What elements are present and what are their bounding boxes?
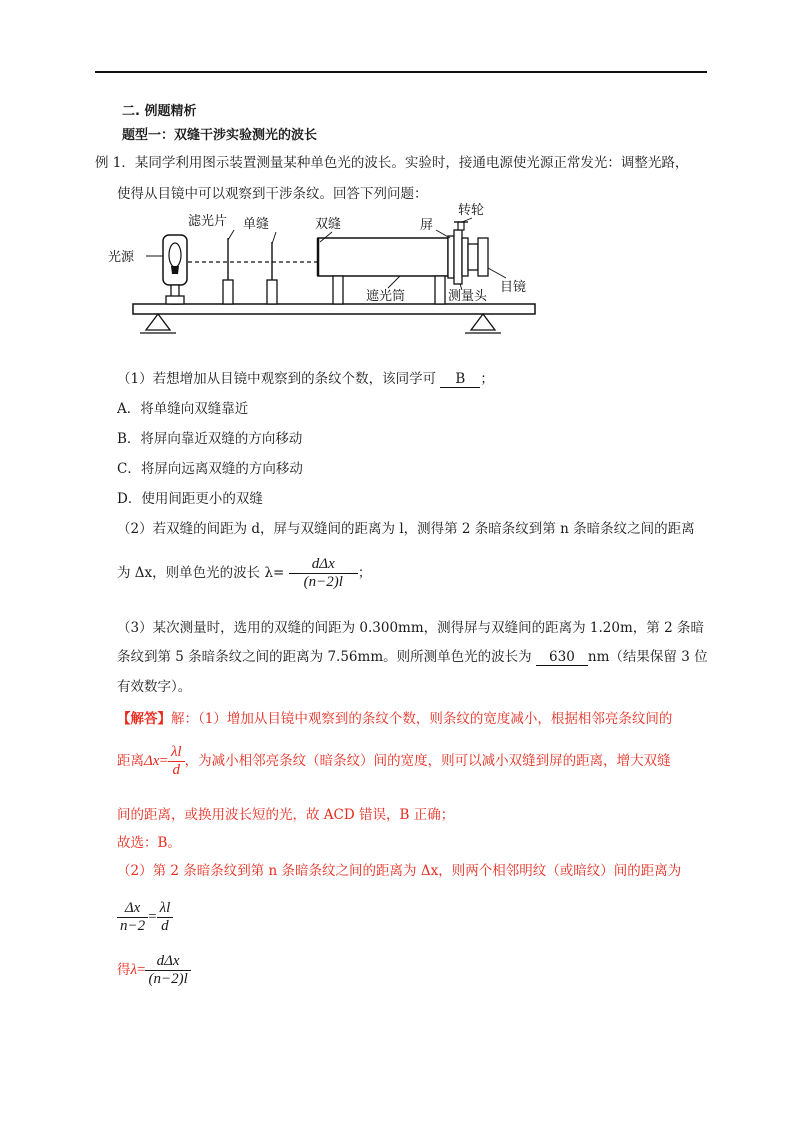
q2-line-2-suffix: ； (357, 565, 372, 581)
q2-line-2 (117, 556, 371, 591)
label-filter: 滤光片 (188, 214, 228, 229)
solution-equals: = (159, 753, 168, 769)
label-eyepiece: 目镜 (500, 280, 527, 295)
q3-line-2-suffix: nm（结果保留 3 位 (587, 649, 708, 665)
label-measuring-head: 测量头 (448, 289, 488, 304)
q2-formula-numerator: dΔx (301, 556, 346, 574)
label-screen: 屏 (420, 218, 434, 233)
solution-line-1-text: 解：（1）增加从目镜中观察到的条纹个数，则条纹的宽度减小，根据相邻亮条纹间的 (171, 711, 673, 727)
q1-prefix: （1）若想增加从目镜中观察到的条纹个数，该同学可 (117, 371, 437, 387)
label-light-source: 光源 (108, 250, 135, 265)
filter-holder (223, 280, 233, 304)
topic-title: 题型一：双缝干涉实验测光的波长 (122, 128, 318, 143)
header-rule (95, 71, 707, 73)
measuring-head (454, 230, 462, 284)
q1-stem (117, 367, 494, 388)
apparatus-diagram (100, 200, 540, 350)
bench-foot-right (471, 314, 495, 330)
q2-formula-denominator: (n−2)l (303, 574, 343, 590)
wheel-knob (458, 222, 464, 230)
q2-line-1: （2）若双缝的间距为 d，屏与双缝间的距离为 l，测得第 2 条暗条纹到第 n 条暗条纹之间的距离 (117, 521, 695, 537)
eq2-fraction (145, 953, 190, 988)
eq2-numerator: dΔx (145, 953, 190, 971)
shade-tube (318, 238, 448, 276)
eq1-right-denominator: d (161, 918, 169, 934)
solution-eq-2 (117, 953, 191, 988)
solution-line-4: 故选：B。 (117, 835, 181, 851)
solution-tag: 【解答】 (117, 711, 171, 727)
q3-line-1: （3）某次测量时，选用的双缝的间距为 0.300mm，测得屏与双缝间的距离为 1.20m，第 2 条暗 (117, 620, 704, 636)
q1-answer-blank: B (440, 371, 480, 388)
eq2-operator: = (137, 962, 146, 978)
label-double-slit: 双缝 (315, 217, 342, 232)
solution-spacing-formula (168, 744, 185, 779)
solution-line-2 (117, 744, 671, 779)
label-shade-tube: 遮光筒 (366, 289, 406, 304)
solution-line-3: 间的距离，或换用波长短的光，故 ACD 错误，B 正确； (117, 807, 455, 823)
eq2-lambda: λ (130, 962, 137, 978)
q3-line-2-prefix: 条纹到第 5 条暗条纹之间的距离为 7.56mm。则所测单色光的波长为 (117, 649, 532, 665)
solution-eq-1 (117, 900, 173, 935)
q2-formula (301, 556, 346, 591)
solution-line-1 (117, 707, 672, 727)
eq1-operator: = (148, 908, 157, 925)
solution-line-2-suffix: ，为减小相邻亮条纹（暗条纹）间的宽度，则可以减小双缝到屏的距离，增大双缝 (184, 753, 671, 769)
q1-option-b: B．将屏向靠近双缝的方向移动 (117, 431, 303, 447)
solution-line-2-prefix: 距离 (117, 753, 144, 769)
label-wheel: 转轮 (458, 203, 485, 218)
bulb-icon (169, 243, 181, 267)
single-slit-holder (267, 280, 277, 304)
solution-spacing-denominator: d (172, 762, 181, 778)
eq1-right-fraction (157, 900, 174, 935)
q1-option-c: C．将屏向远离双缝的方向移动 (117, 461, 303, 477)
eq2-prefix: 得 (117, 962, 131, 978)
example-line-2: 使得从目镜中可以观察到干涉条纹。回答下列问题： (117, 186, 428, 202)
q1-option-d: D．使用间距更小的双缝 (117, 491, 263, 507)
solution-dx-var: Δx (144, 753, 160, 769)
q1-option-a: A．将单缝向双缝靠近 (117, 401, 249, 417)
eq1-left-numerator: Δx (117, 900, 148, 918)
q3-line-2 (117, 645, 708, 666)
q3-line-3: 有效数字）。 (117, 679, 192, 695)
q2-line-2-prefix: 为 Δx，则单色光的波长 λ= (117, 565, 285, 581)
section-title: 二. 例题精析 (122, 104, 197, 119)
eq2-denominator: (n−2)l (148, 971, 188, 987)
q1-suffix: ； (480, 371, 494, 387)
bench-foot-left (146, 314, 170, 330)
eyepiece (478, 238, 488, 276)
eq1-left-denominator: n−2 (120, 918, 146, 934)
solution-line-5: （2）第 2 条暗条纹到第 n 条暗条纹之间的距离为 Δx，则两个相邻明纹（或暗纹）间的距离为 (117, 863, 682, 879)
eq1-left-fraction (117, 900, 148, 935)
optical-bench (133, 304, 535, 314)
solution-spacing-numerator: λl (168, 744, 185, 762)
label-single-slit: 单缝 (243, 217, 270, 232)
eq1-right-numerator: λl (157, 900, 174, 918)
q3-answer-blank: 630 (536, 649, 588, 666)
example-line-1: 例 1．某同学利用图示装置测量某种单色光的波长。实验时，接通电源使光源正常发光：调整光路， (95, 155, 689, 171)
